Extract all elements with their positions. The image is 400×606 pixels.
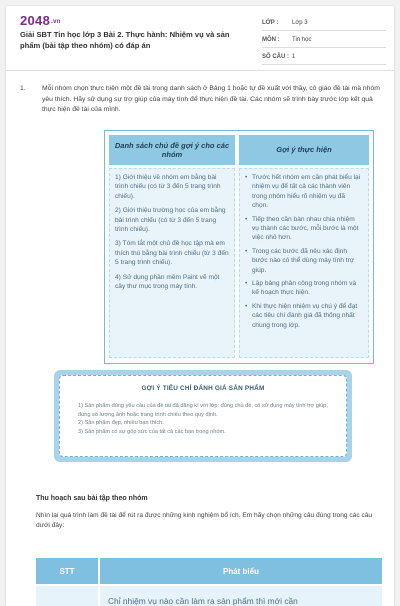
hint-text: Lập bảng phân công trong nhóm và kế hoạch thực hiện.	[252, 280, 357, 297]
question-text: Mỗi nhóm chọn thực hiện một đề tài trong danh sách ở Bảng 1 hoặc tự đề xuất với thầy, cô giáo đề tài mà nhóm yêu thích. Hãy sử dụng sự trợ giúp của máy tính để thực hiện đề tài. Các nhóm sẽ trình bày trước lớp kết quả thực hiện đề tài của mình.	[42, 85, 380, 113]
topic-item: 3) Tóm tắt một chủ đề học tập mà em thích thú bằng bài trình chiếu (từ 3 đến 5 trang trình chiếu).	[115, 240, 229, 267]
hints-body	[239, 168, 369, 358]
question-item	[20, 84, 380, 116]
topic-item: 1) Giới thiệu về nhóm em bằng bài trình chiếu (có từ 3 đến 5 trang trình chiếu).	[115, 174, 221, 200]
meta-value: Tin học	[292, 37, 312, 43]
hint-item	[245, 173, 363, 211]
meta-row-class	[262, 16, 386, 31]
topic-list-heading: Danh sách chủ đề gợi ý cho các nhóm	[109, 135, 235, 165]
topics-table	[104, 130, 374, 364]
criteria-item: 1) Sản phẩm đúng yêu cầu của đề tài đã đăng kí với lớp: đúng chủ đề, có sử dụng máy tính trợ giúp, đúng số lượng ảnh hoặc trang trình chiếu theo quy định.	[78, 403, 328, 418]
bullet-icon: •	[245, 280, 248, 288]
meta-info	[262, 16, 386, 67]
criteria-box	[54, 370, 352, 462]
logo-text: 2048	[20, 13, 51, 28]
header-divider	[6, 70, 394, 71]
criteria-item: 3) Sản phẩm có sự góp sức của tất cả các bạn trong nhóm.	[78, 428, 226, 435]
hint-text: Tiếp theo cần bàn nhau chia nhiệm vụ thành các bước, mỗi bước là một việc nhỏ hơn.	[252, 215, 359, 242]
hints-heading: Gợi ý thực hiện	[239, 135, 369, 165]
meta-row-subject	[262, 33, 386, 48]
hint-text: Trong các bước đã nêu xác định bước nào có thể dùng máy tính trợ giúp.	[252, 247, 355, 274]
meta-label: LỚP :	[262, 20, 279, 26]
page-header	[6, 6, 394, 70]
document-title: Giải SBT Tin học lớp 3 Bài 2. Thực hành: Nhiệm vụ và sản phẩm (bài tập theo nhóm) có đáp án	[20, 30, 230, 50]
topic-item: 2) Giới thiệu trường học của em bằng bài trình chiếu (có từ 3 đến 5 trang trình chiếu).	[115, 207, 226, 234]
question-number: 1.	[20, 85, 26, 92]
meta-value: 1	[292, 54, 296, 60]
criteria-list	[78, 402, 334, 436]
table-cell-statement: Chỉ nhiệm vụ nào cần làm ra sản phẩm thì mới cần	[100, 586, 382, 606]
section-text: Nhìn lại quá trình làm đề tài để rút ra được những kinh nghiệm bổ ích. Em hãy chọn những câu đúng trong các câu dưới đây:	[36, 512, 373, 529]
table-header-statement: Phát biểu	[100, 558, 382, 584]
hint-text: Khi thực hiện nhiệm vụ chú ý để đạt các tiêu chí đánh giá đã thống nhất chung trong lớp.	[252, 302, 358, 329]
hint-item	[245, 279, 363, 298]
site-logo[interactable]	[20, 13, 61, 28]
hint-text: Trước hết nhóm em cần phát biểu lại nhiệm vụ để tất cả các thành viên trong nhóm hiểu rõ nhiệm vụ đã chọn.	[252, 174, 361, 210]
hint-item	[245, 302, 363, 330]
bullet-icon: •	[245, 215, 248, 223]
meta-label: SỐ CÂU :	[262, 54, 289, 60]
topic-list-column	[109, 131, 235, 363]
document-page	[6, 6, 394, 606]
bullet-icon: •	[245, 247, 248, 255]
meta-value: Lớp 3	[292, 20, 308, 26]
topic-list-body	[109, 168, 235, 358]
table-header-stt: STT	[36, 558, 98, 584]
criteria-item: 2) Sản phẩm đẹp, nhiều bạn thích.	[78, 420, 164, 427]
criteria-title: GỢI Ý TIÊU CHÍ ĐÁNH GIÁ SẢN PHẨM	[141, 385, 265, 392]
topic-item: 4) Sử dụng phần mềm Paint vẽ một cây thư mục trong máy tính.	[115, 273, 220, 291]
hint-item	[245, 215, 363, 243]
table-cell-stt	[36, 586, 98, 606]
meta-label: MÔN :	[262, 37, 280, 43]
section-title: Thu hoạch sau bài tập theo nhóm	[36, 495, 148, 502]
bullet-icon: •	[245, 302, 248, 310]
hints-column	[239, 131, 369, 363]
statements-table	[36, 558, 382, 606]
criteria-panel	[59, 375, 347, 457]
meta-row-question-count	[262, 50, 386, 65]
bullet-icon: •	[245, 174, 248, 181]
logo-suffix: .vn	[51, 18, 61, 25]
hint-item	[245, 247, 363, 275]
